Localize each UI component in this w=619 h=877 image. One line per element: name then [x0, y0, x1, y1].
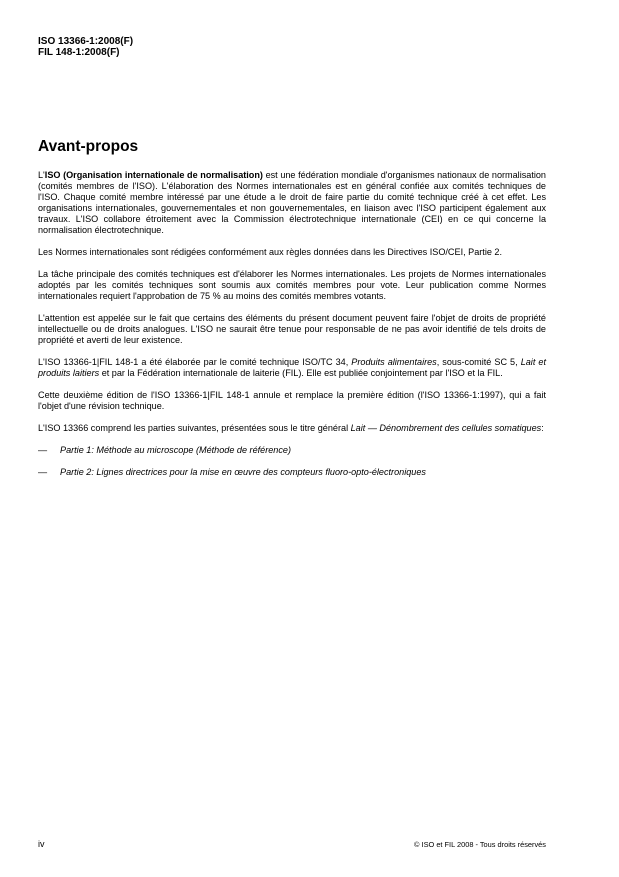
- list-item: [38, 467, 546, 478]
- part-2-title: Partie 2: Lignes directrices pour la mise en œuvre des compteurs fluoro-opto-électroniques: [60, 467, 426, 477]
- page-number: iv: [38, 839, 45, 849]
- paragraph-parts-intro: L'ISO 13366 comprend les parties suivantes, présentées sous le titre général Lait — Dénombrement des cellules somatiques:: [38, 423, 544, 433]
- dash-bullet: —: [38, 445, 48, 455]
- paragraph-iso-description: L'ISO (Organisation internationale de normalisation) est une fédération mondiale d'organismes nationaux de normalisation (comités membres de l'ISO). L'élaboration des Normes internationales est en général confiée aux comités techniques de l'ISO. Chaque comité membre intéressé par une étude a le droit de faire partie du comité technique créé à cet effet. Les organisations internationales, gouvernementales et non gouvernementales, en liaison avec l'ISO participent également aux travaux. L'ISO collabore étroitement avec la Commission électrotechnique internationale (CEI) en ce qui concerne la normalisation électrotechnique.: [38, 170, 546, 235]
- foreword-body: [38, 170, 546, 489]
- document-header: [38, 36, 133, 58]
- part-1-title: Partie 1: Méthode au microscope (Méthode de référence): [60, 445, 292, 455]
- page-title: Avant-propos: [38, 138, 139, 155]
- header-iso-reference: ISO 13366-1:2008(F): [38, 36, 134, 47]
- list-item: [38, 445, 546, 456]
- paragraph-prepared-by: L'ISO 13366-1|FIL 148-1 a été élaborée par le comité technique ISO/TC 34, Produits alimentaires, sous-comité SC 5, Lait et produits laitiers et par la Fédération internationale de laiterie (FIL). Elle est publiée conjointement par l'ISO et la FIL.: [38, 357, 546, 378]
- paragraph-patent-notice: L'attention est appelée sur le fait que certains des éléments du présent document peuvent faire l'objet de droits de propriété intellectuelle ou de droits analogues. L'ISO ne saurait être tenue pour responsable de ne pas avoir identifié de tels droits de propriété et averti de leur existence.: [38, 313, 546, 345]
- copyright-notice: © ISO et FIL 2008 - Tous droits réservés: [414, 840, 546, 849]
- paragraph-technical-committees: La tâche principale des comités techniques est d'élaborer les Normes internationales. Les projets de Normes internationales adoptés par les comités techniques sont soumis aux comités membres pour vote. Leur publication comme Normes internationales requiert l'approbation de 75 % au moins des comités membres votants.: [38, 269, 546, 301]
- header-fil-reference: FIL 148-1:2008(F): [38, 47, 120, 58]
- dash-bullet: —: [38, 467, 48, 477]
- iso-full-name: ISO (Organisation internationale de normalisation): [44, 170, 263, 180]
- paragraph-directives: Les Normes internationales sont rédigées conformément aux règles données dans les Directives ISO/CEI, Partie 2.: [38, 247, 503, 257]
- paragraph-edition: Cette deuxième édition de l'ISO 13366-1|FIL 148-1 annule et remplace la première édition (l'ISO 13366-1:1997), qui a fait l'objet d'une révision technique.: [38, 390, 546, 411]
- subcommittee-name: Lait et produits laitiers: [38, 357, 546, 378]
- committee-name: Produits alimentaires: [351, 357, 437, 367]
- general-title: Lait — Dénombrement des cellules somatiques: [350, 423, 542, 433]
